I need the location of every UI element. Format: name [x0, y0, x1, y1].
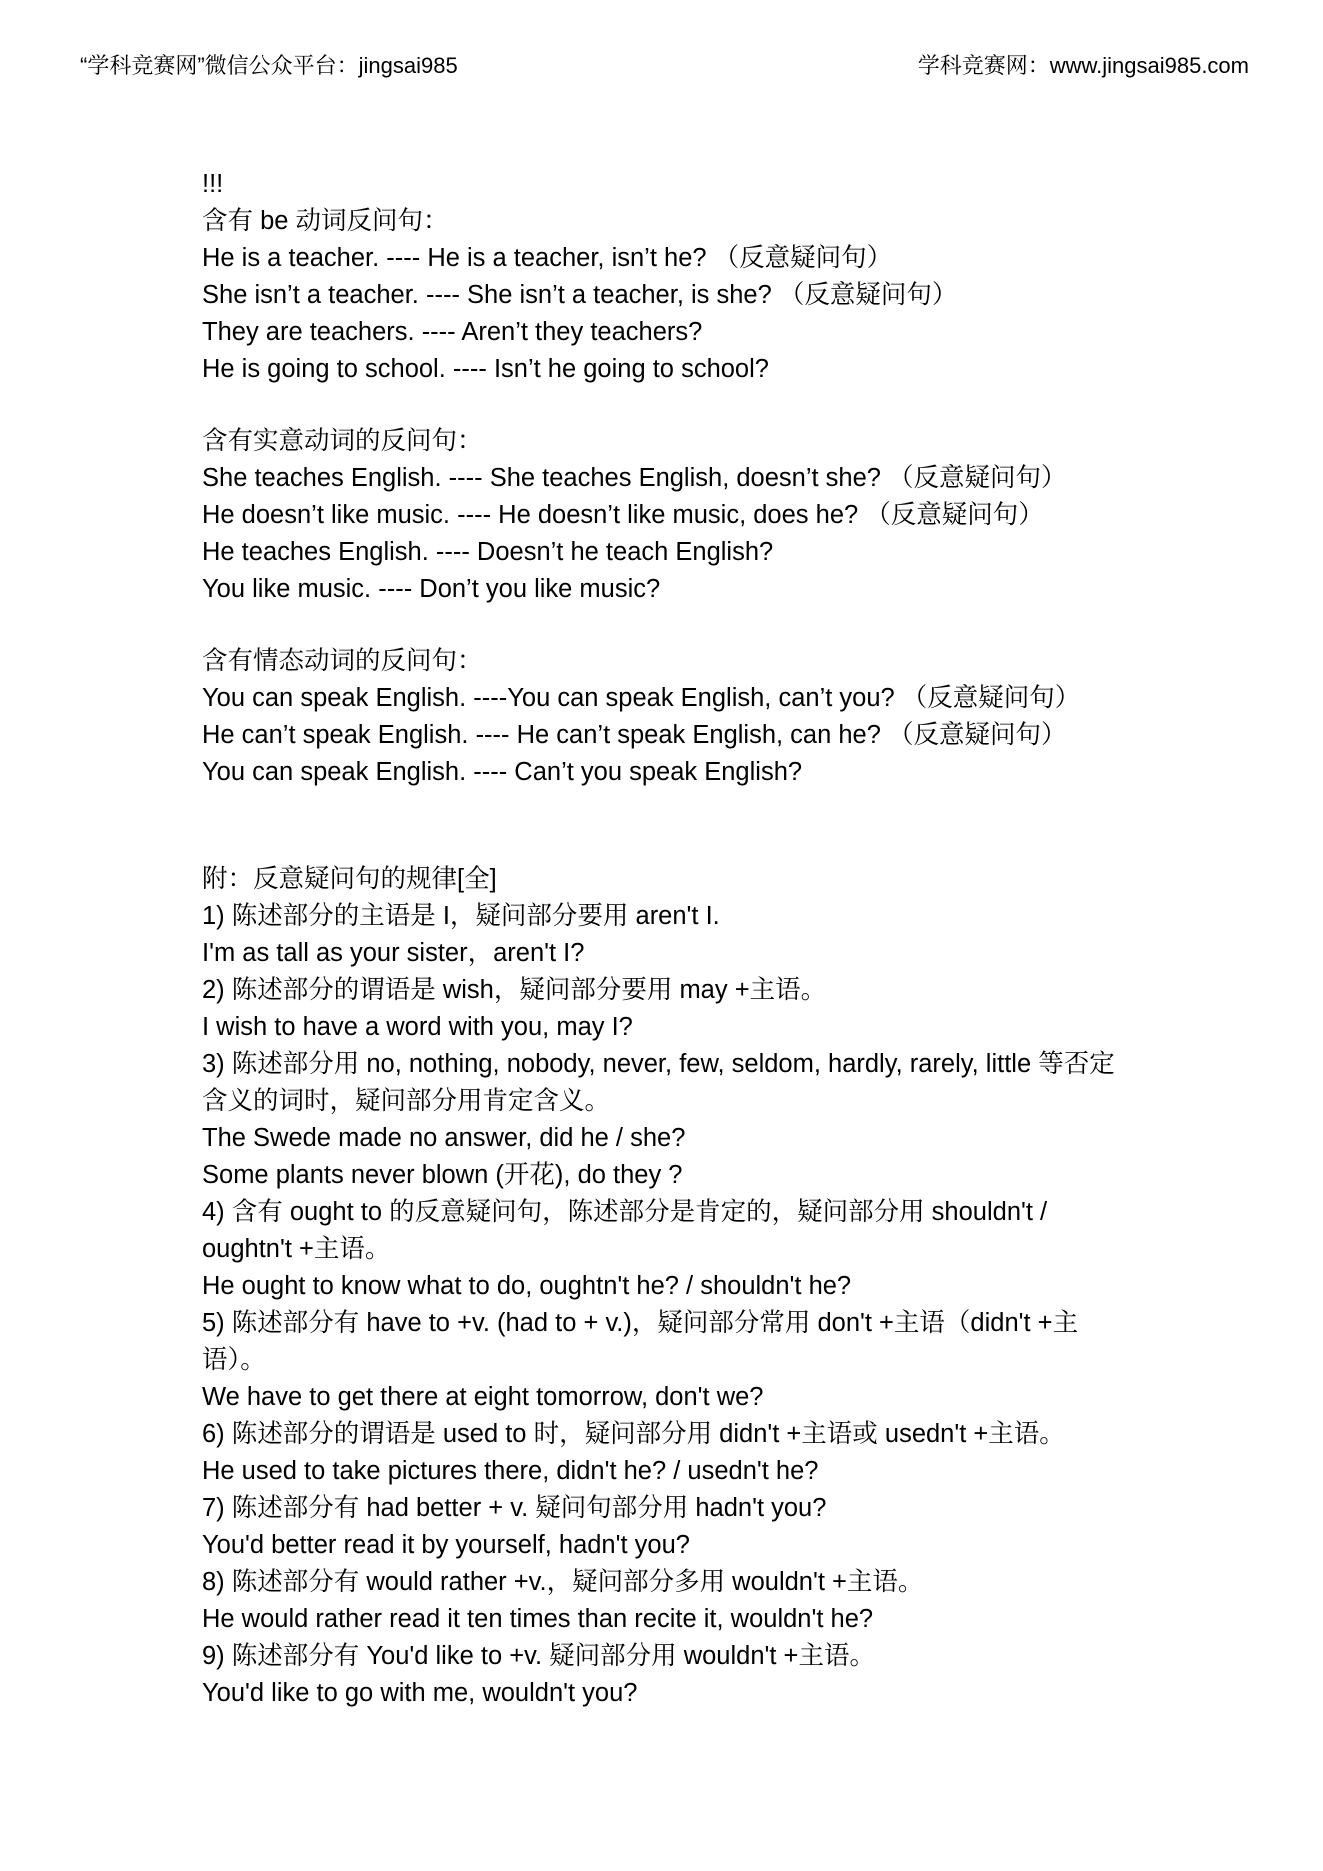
- example-line: He teaches English. ---- Doesn’t he teach English?: [202, 538, 774, 566]
- rule-line: 8) 陈述部分有 would rather +v.，疑问部分多用 wouldn't +主语。: [202, 1568, 924, 1596]
- rule-line: 3) 陈述部分用 no, nothing, nobody, never, few, seldom, hardly, rarely, little 等否定含义的词时，疑问部分用肯定含义。: [202, 1050, 1115, 1115]
- example-line: You can speak English. ---- Can’t you speak English?: [202, 758, 803, 786]
- rule-line: 2) 陈述部分的谓语是 wish，疑问部分要用 may +主语。: [202, 976, 827, 1004]
- example-line: You'd better read it by yourself, hadn't you?: [202, 1531, 690, 1559]
- example-line: You like music. ---- Don’t you like music?: [202, 575, 661, 603]
- rule-line: 9) 陈述部分有 You'd like to +v. 疑问部分用 wouldn't +主语。: [202, 1642, 875, 1670]
- header-left-text: “学科竞赛网”微信公众平台：jingsai985: [80, 53, 458, 78]
- example-line: The Swede made no answer, did he / she?: [202, 1124, 686, 1152]
- example-line: She isn’t a teacher. ---- She isn’t a teacher, is she? （反意疑问句）: [202, 281, 958, 309]
- example-line: I wish to have a word with you, may I?: [202, 1013, 633, 1041]
- intro-mark: !!!: [202, 170, 224, 198]
- example-line: He doesn’t like music. ---- He doesn’t like music, does he? （反意疑问句）: [202, 501, 1044, 529]
- example-line: Some plants never blown (开花), do they ?: [202, 1161, 683, 1189]
- rule-line: 4) 含有 ought to 的反意疑问句，陈述部分是肯定的，疑问部分用 shouldn't / oughtn't +主语。: [202, 1198, 1048, 1263]
- example-line: They are teachers. ---- Aren’t they teachers?: [202, 318, 703, 346]
- section-verb-title: 含有实意动词的反问句：: [202, 427, 483, 455]
- example-line: You'd like to go with me, wouldn't you?: [202, 1679, 638, 1707]
- example-line: You can speak English. ----You can speak English, can’t you? （反意疑问句）: [202, 684, 1081, 712]
- document-body: [202, 166, 1137, 1712]
- example-line: He used to take pictures there, didn't he? / usedn't he?: [202, 1457, 819, 1485]
- appendix-title: 附：反意疑问句的规律[全]: [202, 865, 497, 893]
- rule-line: 6) 陈述部分的谓语是 used to 时，疑问部分用 didn't +主语或 usedn't +主语。: [202, 1420, 1065, 1448]
- example-line: He would rather read it ten times than recite it, wouldn't he?: [202, 1605, 874, 1633]
- example-line: We have to get there at eight tomorrow, don't we?: [202, 1383, 764, 1411]
- example-line: She teaches English. ---- She teaches English, doesn’t she? （反意疑问句）: [202, 464, 1067, 492]
- example-line: He is going to school. ---- Isn’t he going to school?: [202, 355, 769, 383]
- example-line: He can’t speak English. ---- He can’t speak English, can he? （反意疑问句）: [202, 721, 1067, 749]
- example-line: I'm as tall as your sister，aren't I?: [202, 939, 585, 967]
- example-line: He is a teacher. ---- He is a teacher, isn’t he? （反意疑问句）: [202, 244, 893, 272]
- section-modal-title: 含有情态动词的反问句：: [202, 647, 483, 675]
- rule-line: 5) 陈述部分有 have to +v. (had to + v.)，疑问部分常用 don't +主语（didn't +主语）。: [202, 1309, 1079, 1374]
- rule-line: 1) 陈述部分的主语是 I，疑问部分要用 aren't I.: [202, 902, 720, 930]
- section-be-title: 含有 be 动词反问句：: [202, 207, 449, 235]
- rule-line: 7) 陈述部分有 had better + v. 疑问句部分用 hadn't you?: [202, 1494, 827, 1522]
- header-right-text: 学科竞赛网：www.jingsai985.com: [917, 53, 1249, 78]
- example-line: He ought to know what to do, oughtn't he? / shouldn't he?: [202, 1272, 852, 1300]
